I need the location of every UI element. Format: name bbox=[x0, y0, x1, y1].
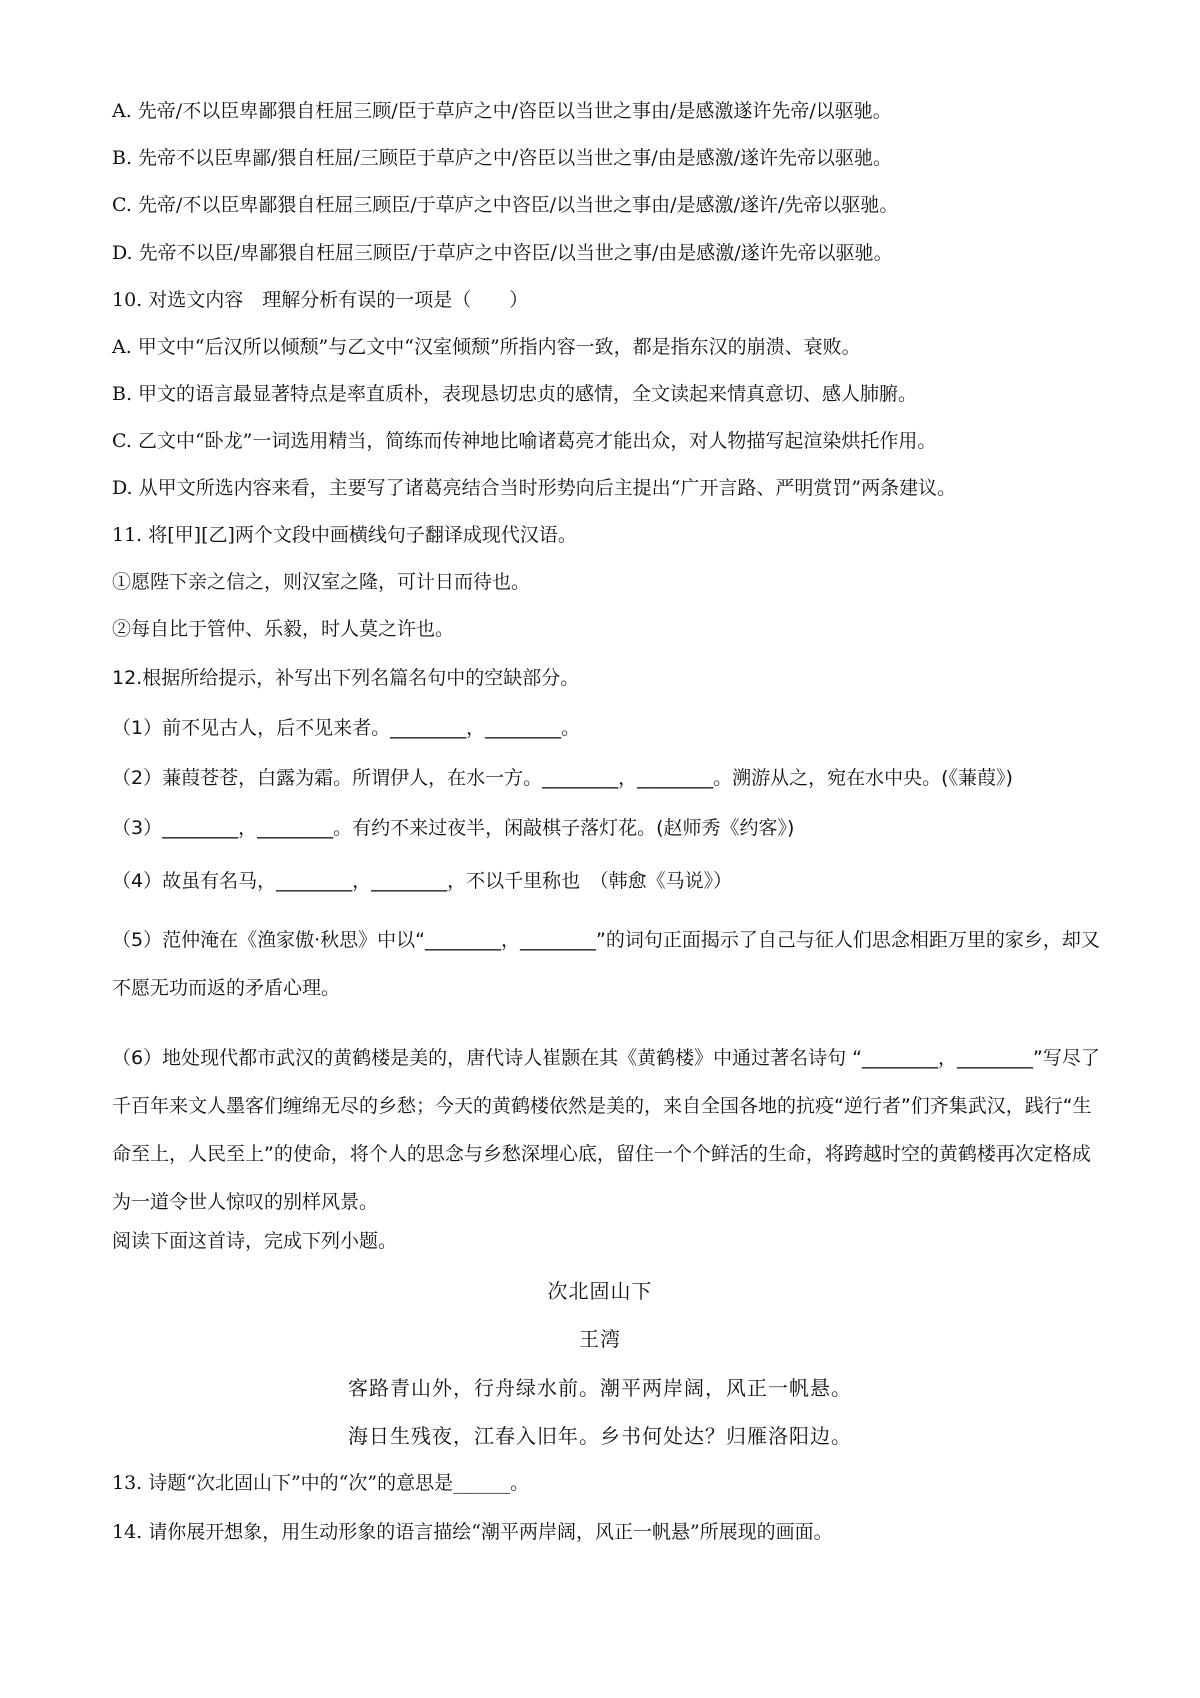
q10-option-c: C. 乙文中“卧龙”一词选用精当，简练而传神地比喻诸葛亮才能出众，对人物描写起渲染烘托作用。 bbox=[112, 430, 937, 452]
poem-intro: 阅读下面这首诗，完成下列小题。 bbox=[112, 1230, 398, 1252]
poem-title: 次北固山下 bbox=[547, 1279, 653, 1303]
q9-option-d: D. 先帝不以臣/卑鄙猥自枉屈三顾臣/于草庐之中咨臣/以当世之事/由是感激/遂许先帝以驱驰。 bbox=[112, 242, 893, 264]
q9-option-a: A. 先帝/不以臣卑鄙猥自枉屈三顾/臣于草庐之中/咨臣以当世之事由/是感激遂许先帝/以驱驰。 bbox=[112, 100, 892, 122]
q10-option-b: B. 甲文的语言最显著特点是率直质朴，表现恳切忠贞的感情，全文读起来情真意切、感人肺腑。 bbox=[112, 383, 918, 405]
q12-item-2: （2）蒹葭苍苍，白露为霜。所谓伊人，在水一方。________，________。溯游从之，宛在水中央。(《蒹葭》) bbox=[112, 767, 1013, 789]
q11-item-2: ②每自比于管仲、乐毅，时人莫之许也。 bbox=[112, 618, 455, 640]
q11-stem: 11. 将[甲][乙]两个文段中画横线句子翻译成现代汉语。 bbox=[112, 524, 577, 546]
q10-option-a: A. 甲文中“后汉所以倾颓”与乙文中“汉室倾颓”所指内容一致，都是指东汉的崩溃、衰败。 bbox=[112, 336, 861, 358]
q12-item-3: （3）________，________。有约不来过夜半，闲敲棋子落灯花。(赵师秀《约客》) bbox=[112, 817, 795, 839]
q9-option-b: B. 先帝不以臣卑鄙/猥自枉屈/三顾臣于草庐之中/咨臣以当世之事/由是感激/遂许先帝以驱驰。 bbox=[112, 147, 893, 169]
q10-option-d: D. 从甲文所选内容来看，主要写了诸葛亮结合当时形势向后主提出“广开言路、严明赏罚”两条建议。 bbox=[112, 477, 957, 499]
q12-item-4: （4）故虽有名马，________，________，不以千里称也 （韩愈《马说》） bbox=[112, 870, 733, 892]
q12-item-6: （6）地处现代都市武汉的黄鹤楼是美的，唐代诗人崔颢在其《黄鹤楼》中通过著名诗句 “________，________”写尽了千百年来文人墨客们缠绵无尽的乡愁；今天的黄鹤楼依然是美的，来自全国各地的抗疫“逆行者”们齐集武汉，践行“生命至上，人民至上”的使命，将个人的思念与乡愁深埋心底，留住一个个鲜活的生命，将跨越时空的黄鹤楼再次定格成为一道令世人惊叹的别样风景。 bbox=[112, 1047, 1100, 1213]
poem-line-2: 海日生残夜，江春入旧年。乡书何处达？归雁洛阳边。 bbox=[348, 1424, 852, 1448]
q9-option-c: C. 先帝/不以臣卑鄙猥自枉屈三顾臣/于草庐之中咨臣/以当世之事由/是感激/遂许/先帝以驱驰。 bbox=[112, 194, 899, 216]
q13: 13. 诗题“次北固山下”中的“次”的意思是______。 bbox=[112, 1472, 530, 1494]
poem-author: 王湾 bbox=[579, 1327, 621, 1351]
q11-item-1: ①愿陛下亲之信之，则汉室之隆，可计日而待也。 bbox=[112, 571, 531, 593]
q12-item-1: （1）前不见古人，后不见来者。________，________。 bbox=[112, 717, 581, 739]
q10-stem: 10. 对选文内容 理解分析有误的一项是（ ） bbox=[112, 289, 529, 311]
poem-line-1: 客路青山外，行舟绿水前。潮平两岸阔，风正一帆悬。 bbox=[348, 1376, 852, 1400]
q12-item-5: （5）范仲淹在《渔家傲·秋思》中以“________，________”的词句正面揭示了自己与征人们思念相距万里的家乡，却又不愿无功而返的矛盾心理。 bbox=[112, 929, 1100, 999]
q12-stem: 12.根据所给提示，补写出下列名篇名句中的空缺部分。 bbox=[112, 667, 580, 689]
q14: 14. 请你展开想象，用生动形象的语言描绘“潮平两岸阔，风正一帆悬”所展现的画面。 bbox=[112, 1521, 833, 1543]
